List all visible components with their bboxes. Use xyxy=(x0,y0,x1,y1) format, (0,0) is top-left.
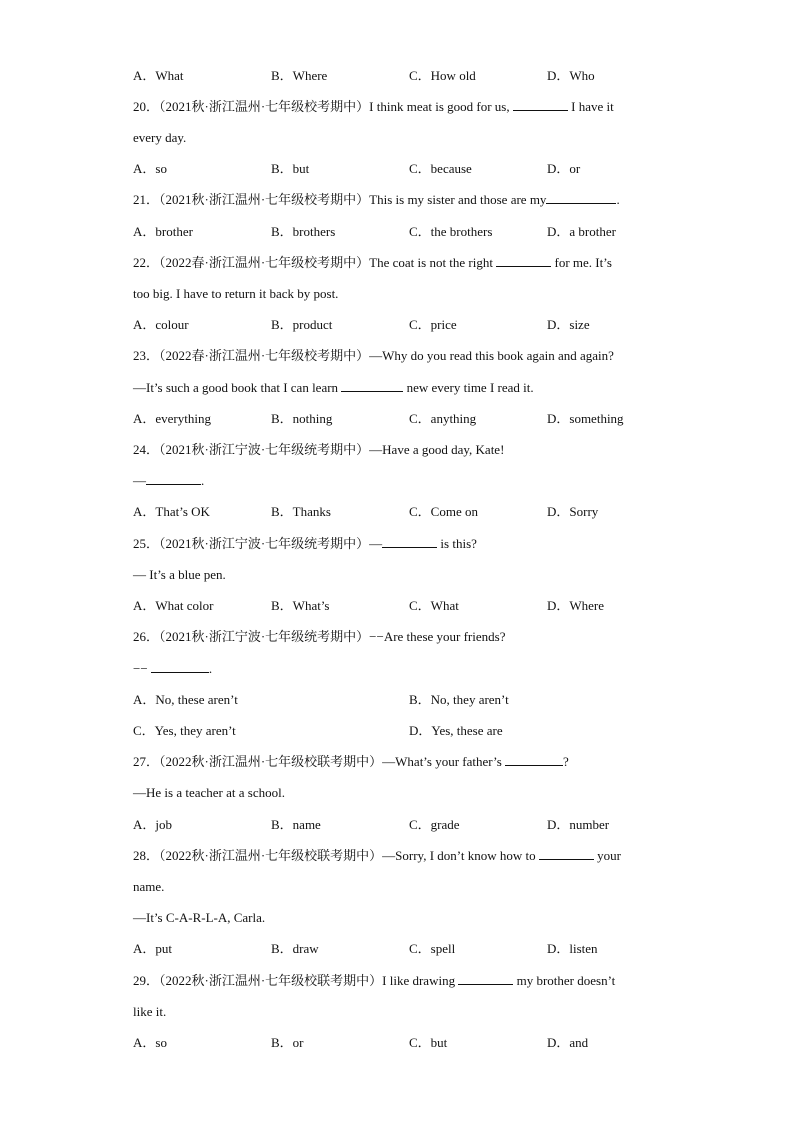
q21-option-d[interactable]: D．a brother xyxy=(547,224,616,239)
q26-stem: 26．（2021秋·浙江宁波·七年级统考期中）−−Are these your friends? xyxy=(133,629,506,644)
q28-stem-continued: name. xyxy=(133,879,165,894)
q25-stem: 25．（2021秋·浙江宁波·七年级统考期中）— is this? xyxy=(133,536,477,551)
q27-option-d[interactable]: D．number xyxy=(547,817,610,832)
q26-options-row1 xyxy=(133,690,664,710)
q24-response: — . xyxy=(133,473,205,488)
q26-option-a[interactable]: A．No, these aren’t xyxy=(133,692,238,707)
q24-option-c[interactable]: C．Come on xyxy=(409,504,478,519)
q29-option-d[interactable]: D．and xyxy=(547,1035,589,1050)
q26-option-c[interactable]: C．Yes, they aren’t xyxy=(133,723,236,738)
q23-stem-continued: —It’s such a good book that I can learn new every time I read it. xyxy=(133,380,534,395)
q25-response: — It’s a blue pen. xyxy=(133,567,226,582)
q29-stem: 29．（2022秋·浙江温州·七年级校联考期中）I like drawing my brother doesn’t xyxy=(133,973,616,988)
q22-option-a[interactable]: A．colour xyxy=(133,317,189,332)
q27-response: —He is a teacher at a school. xyxy=(133,785,285,800)
q22-stem: 22．（2022春·浙江温州·七年级校考期中）The coat is not the right for me. It’s xyxy=(133,255,612,270)
q19-option-a[interactable]: A．What xyxy=(133,68,184,83)
q27-option-a[interactable]: A．job xyxy=(133,817,173,832)
q19-option-d[interactable]: D．Who xyxy=(547,68,595,83)
q22-option-d[interactable]: D．size xyxy=(547,317,590,332)
q21-stem: 21．（2021秋·浙江温州·七年级校考期中）This is my sister and those are my . xyxy=(133,192,620,207)
q22-options xyxy=(133,315,664,335)
q25-option-a[interactable]: A．What color xyxy=(133,598,214,613)
q22-option-b[interactable]: B．product xyxy=(271,317,333,332)
q21-options xyxy=(133,222,664,242)
q25-options xyxy=(133,596,664,616)
q29-options xyxy=(133,1033,664,1053)
q28-stem: 28．（2022秋·浙江温州·七年级校联考期中）—Sorry, I don’t know how to your xyxy=(133,848,621,863)
q25-option-d[interactable]: D．Where xyxy=(547,598,605,613)
q23-option-d[interactable]: D．something xyxy=(547,411,624,426)
q25-option-b[interactable]: B．What’s xyxy=(271,598,330,613)
q23-options xyxy=(133,409,664,429)
q24-stem: 24．（2021秋·浙江宁波·七年级统考期中）—Have a good day, Kate! xyxy=(133,442,505,457)
answer-blank xyxy=(151,659,209,673)
answer-blank xyxy=(146,471,201,485)
q21-option-a[interactable]: A．brother xyxy=(133,224,193,239)
q26-response: −− . xyxy=(133,661,213,676)
q20-option-b[interactable]: B．but xyxy=(271,161,310,176)
q27-options xyxy=(133,815,664,835)
q28-options xyxy=(133,939,664,959)
q23-option-b[interactable]: B．nothing xyxy=(271,411,333,426)
q27-option-b[interactable]: B．name xyxy=(271,817,321,832)
q23-option-c[interactable]: C．anything xyxy=(409,411,477,426)
q19-options xyxy=(133,66,664,86)
q24-options xyxy=(133,502,664,522)
answer-blank xyxy=(546,190,616,204)
answer-blank xyxy=(382,534,437,548)
answer-blank xyxy=(496,253,551,267)
q23-stem: 23．（2022春·浙江温州·七年级校考期中）—Why do you read this book again and again? xyxy=(133,348,614,363)
q28-option-c[interactable]: C．spell xyxy=(409,941,456,956)
q26-options-row2 xyxy=(133,721,664,741)
answer-blank xyxy=(505,752,563,766)
q24-option-b[interactable]: B．Thanks xyxy=(271,504,331,519)
q22-stem-continued: too big. I have to return it back by post. xyxy=(133,286,339,301)
q21-option-b[interactable]: B．brothers xyxy=(271,224,336,239)
q25-option-c[interactable]: C．What xyxy=(409,598,459,613)
answer-blank xyxy=(539,846,594,860)
q29-option-a[interactable]: A．so xyxy=(133,1035,167,1050)
q20-option-a[interactable]: A．so xyxy=(133,161,167,176)
q24-option-a[interactable]: A．That’s OK xyxy=(133,504,210,519)
answer-blank xyxy=(458,971,513,985)
q19-option-b[interactable]: B．Where xyxy=(271,68,328,83)
q28-option-b[interactable]: B．draw xyxy=(271,941,319,956)
q21-option-c[interactable]: C．the brothers xyxy=(409,224,493,239)
answer-blank xyxy=(341,378,403,392)
q23-option-a[interactable]: A．everything xyxy=(133,411,211,426)
q29-option-b[interactable]: B．or xyxy=(271,1035,304,1050)
q26-option-d[interactable]: D．Yes, these are xyxy=(409,723,503,738)
q29-option-c[interactable]: C．but xyxy=(409,1035,448,1050)
q20-option-d[interactable]: D．or xyxy=(547,161,581,176)
q20-options xyxy=(133,159,664,179)
q20-stem: 20．（2021秋·浙江温州·七年级校考期中）I think meat is good for us, I have it xyxy=(133,99,614,114)
q19-option-c[interactable]: C．How old xyxy=(409,68,476,83)
q27-option-c[interactable]: C．grade xyxy=(409,817,460,832)
q28-option-d[interactable]: D．listen xyxy=(547,941,598,956)
q26-option-b[interactable]: B．No, they aren’t xyxy=(409,692,509,707)
q20-option-c[interactable]: C．because xyxy=(409,161,472,176)
q20-stem-continued: every day. xyxy=(133,130,187,145)
answer-blank xyxy=(513,97,568,111)
q22-option-c[interactable]: C．price xyxy=(409,317,457,332)
q27-stem: 27．（2022秋·浙江温州·七年级校联考期中）—What’s your father’s ? xyxy=(133,754,569,769)
q28-response: —It’s C-A-R-L-A, Carla. xyxy=(133,910,266,925)
q24-option-d[interactable]: D．Sorry xyxy=(547,504,599,519)
q28-option-a[interactable]: A．put xyxy=(133,941,173,956)
q29-stem-continued: like it. xyxy=(133,1004,167,1019)
